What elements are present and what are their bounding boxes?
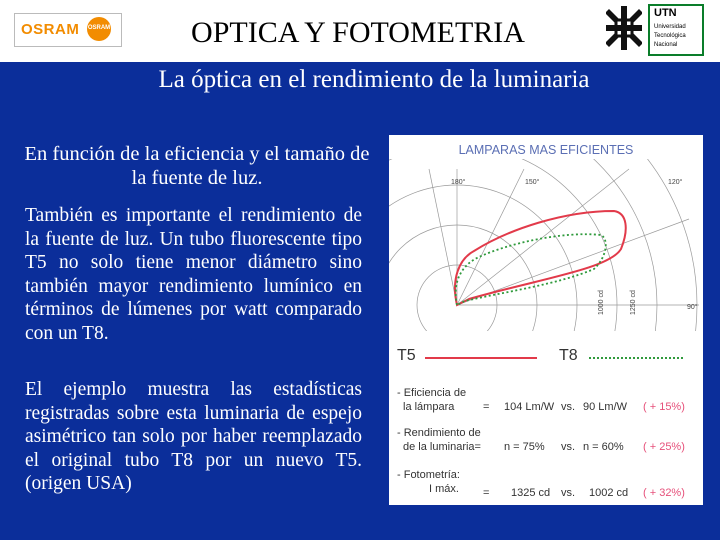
paragraph-example: El ejemplo muestra las estadísticas registradas sobre esta luminaria de espejo asimétrico tan solo por haber reemplazado el original tubo T8 por un nuevo T5. (origen USA) bbox=[25, 379, 362, 495]
figure-title: LAMPARAS MAS EFICIENTES bbox=[458, 143, 634, 157]
osram-logo bbox=[14, 13, 122, 47]
slide-subtitle: La óptica en el rendimiento de la luminaria bbox=[158, 66, 590, 93]
legend-t8-label: T8 bbox=[559, 347, 578, 364]
polar-diagram bbox=[389, 159, 703, 331]
stat-t5-value: n = 75% bbox=[504, 441, 545, 453]
stat-equals: = bbox=[483, 401, 490, 413]
utn-emblem-icon bbox=[606, 6, 642, 50]
angle-90-label: 90° bbox=[687, 304, 698, 311]
legend-t8-swatch bbox=[589, 357, 683, 359]
legend-t5-swatch bbox=[425, 357, 537, 359]
stat-label: - Rendimiento de bbox=[397, 427, 481, 439]
stat-percent: ( + 15%) bbox=[643, 401, 685, 413]
stat-t8-value: 1002 cd bbox=[589, 487, 629, 499]
page-title: OPTICA Y FOTOMETRIA bbox=[191, 16, 525, 49]
angle-150-label: 150° bbox=[525, 179, 540, 186]
angle-120-label: 120° bbox=[668, 179, 683, 186]
utn-line-1: Universidad bbox=[654, 24, 686, 30]
legend-t5-label: T5 bbox=[397, 347, 416, 364]
stat-sublabel: de la luminaria= bbox=[403, 441, 481, 453]
osram-mark-icon bbox=[87, 17, 111, 41]
utn-line-3: Nacional bbox=[654, 42, 678, 48]
angle-180-label: 180° bbox=[451, 179, 466, 186]
stat-t8-value: n = 60% bbox=[583, 441, 624, 453]
header-bar bbox=[0, 0, 720, 62]
stat-vs: vs. bbox=[561, 487, 576, 499]
stat-label: - Fotometría: bbox=[397, 469, 460, 481]
stat-equals: = bbox=[483, 487, 490, 499]
utn-logo bbox=[606, 2, 702, 54]
stat-sublabel: I máx. bbox=[429, 483, 459, 495]
stat-percent: ( + 32%) bbox=[643, 487, 685, 499]
paragraph-t5-efficiency: También es importante el rendimiento de la fuente de luz. Un tubo fluorescente tipo T5 no solo tiene menor diámetro sino también mayor rendimiento lumínico en términos de lúmenes por watt comparado con un T8. bbox=[25, 205, 362, 344]
stat-vs: vs. bbox=[561, 441, 576, 453]
stat-label: - Eficiencia de bbox=[397, 387, 467, 399]
utn-line-2: Tecnológica bbox=[654, 33, 686, 39]
radial-1250-label: 1250 cd bbox=[630, 290, 637, 315]
utn-name: UTN bbox=[654, 7, 677, 19]
stat-percent: ( + 25%) bbox=[643, 441, 685, 453]
stat-t5-value: 104 Lm/W bbox=[504, 401, 555, 413]
slide-heading: En función de la eficiencia y el tamaño de la fuente de luz. bbox=[24, 143, 370, 189]
radial-1000-label: 1000 cd bbox=[598, 290, 605, 315]
stat-sublabel: la lámpara bbox=[403, 401, 455, 413]
stat-t5-value: 1325 cd bbox=[511, 487, 551, 499]
photometry-figure bbox=[389, 135, 703, 505]
stat-vs: vs. bbox=[561, 401, 576, 413]
osram-mark-text: OSRAM bbox=[87, 25, 111, 31]
stat-t8-value: 90 Lm/W bbox=[583, 401, 628, 413]
osram-logo-text: OSRAM bbox=[21, 21, 80, 38]
utn-name-box bbox=[648, 4, 704, 56]
